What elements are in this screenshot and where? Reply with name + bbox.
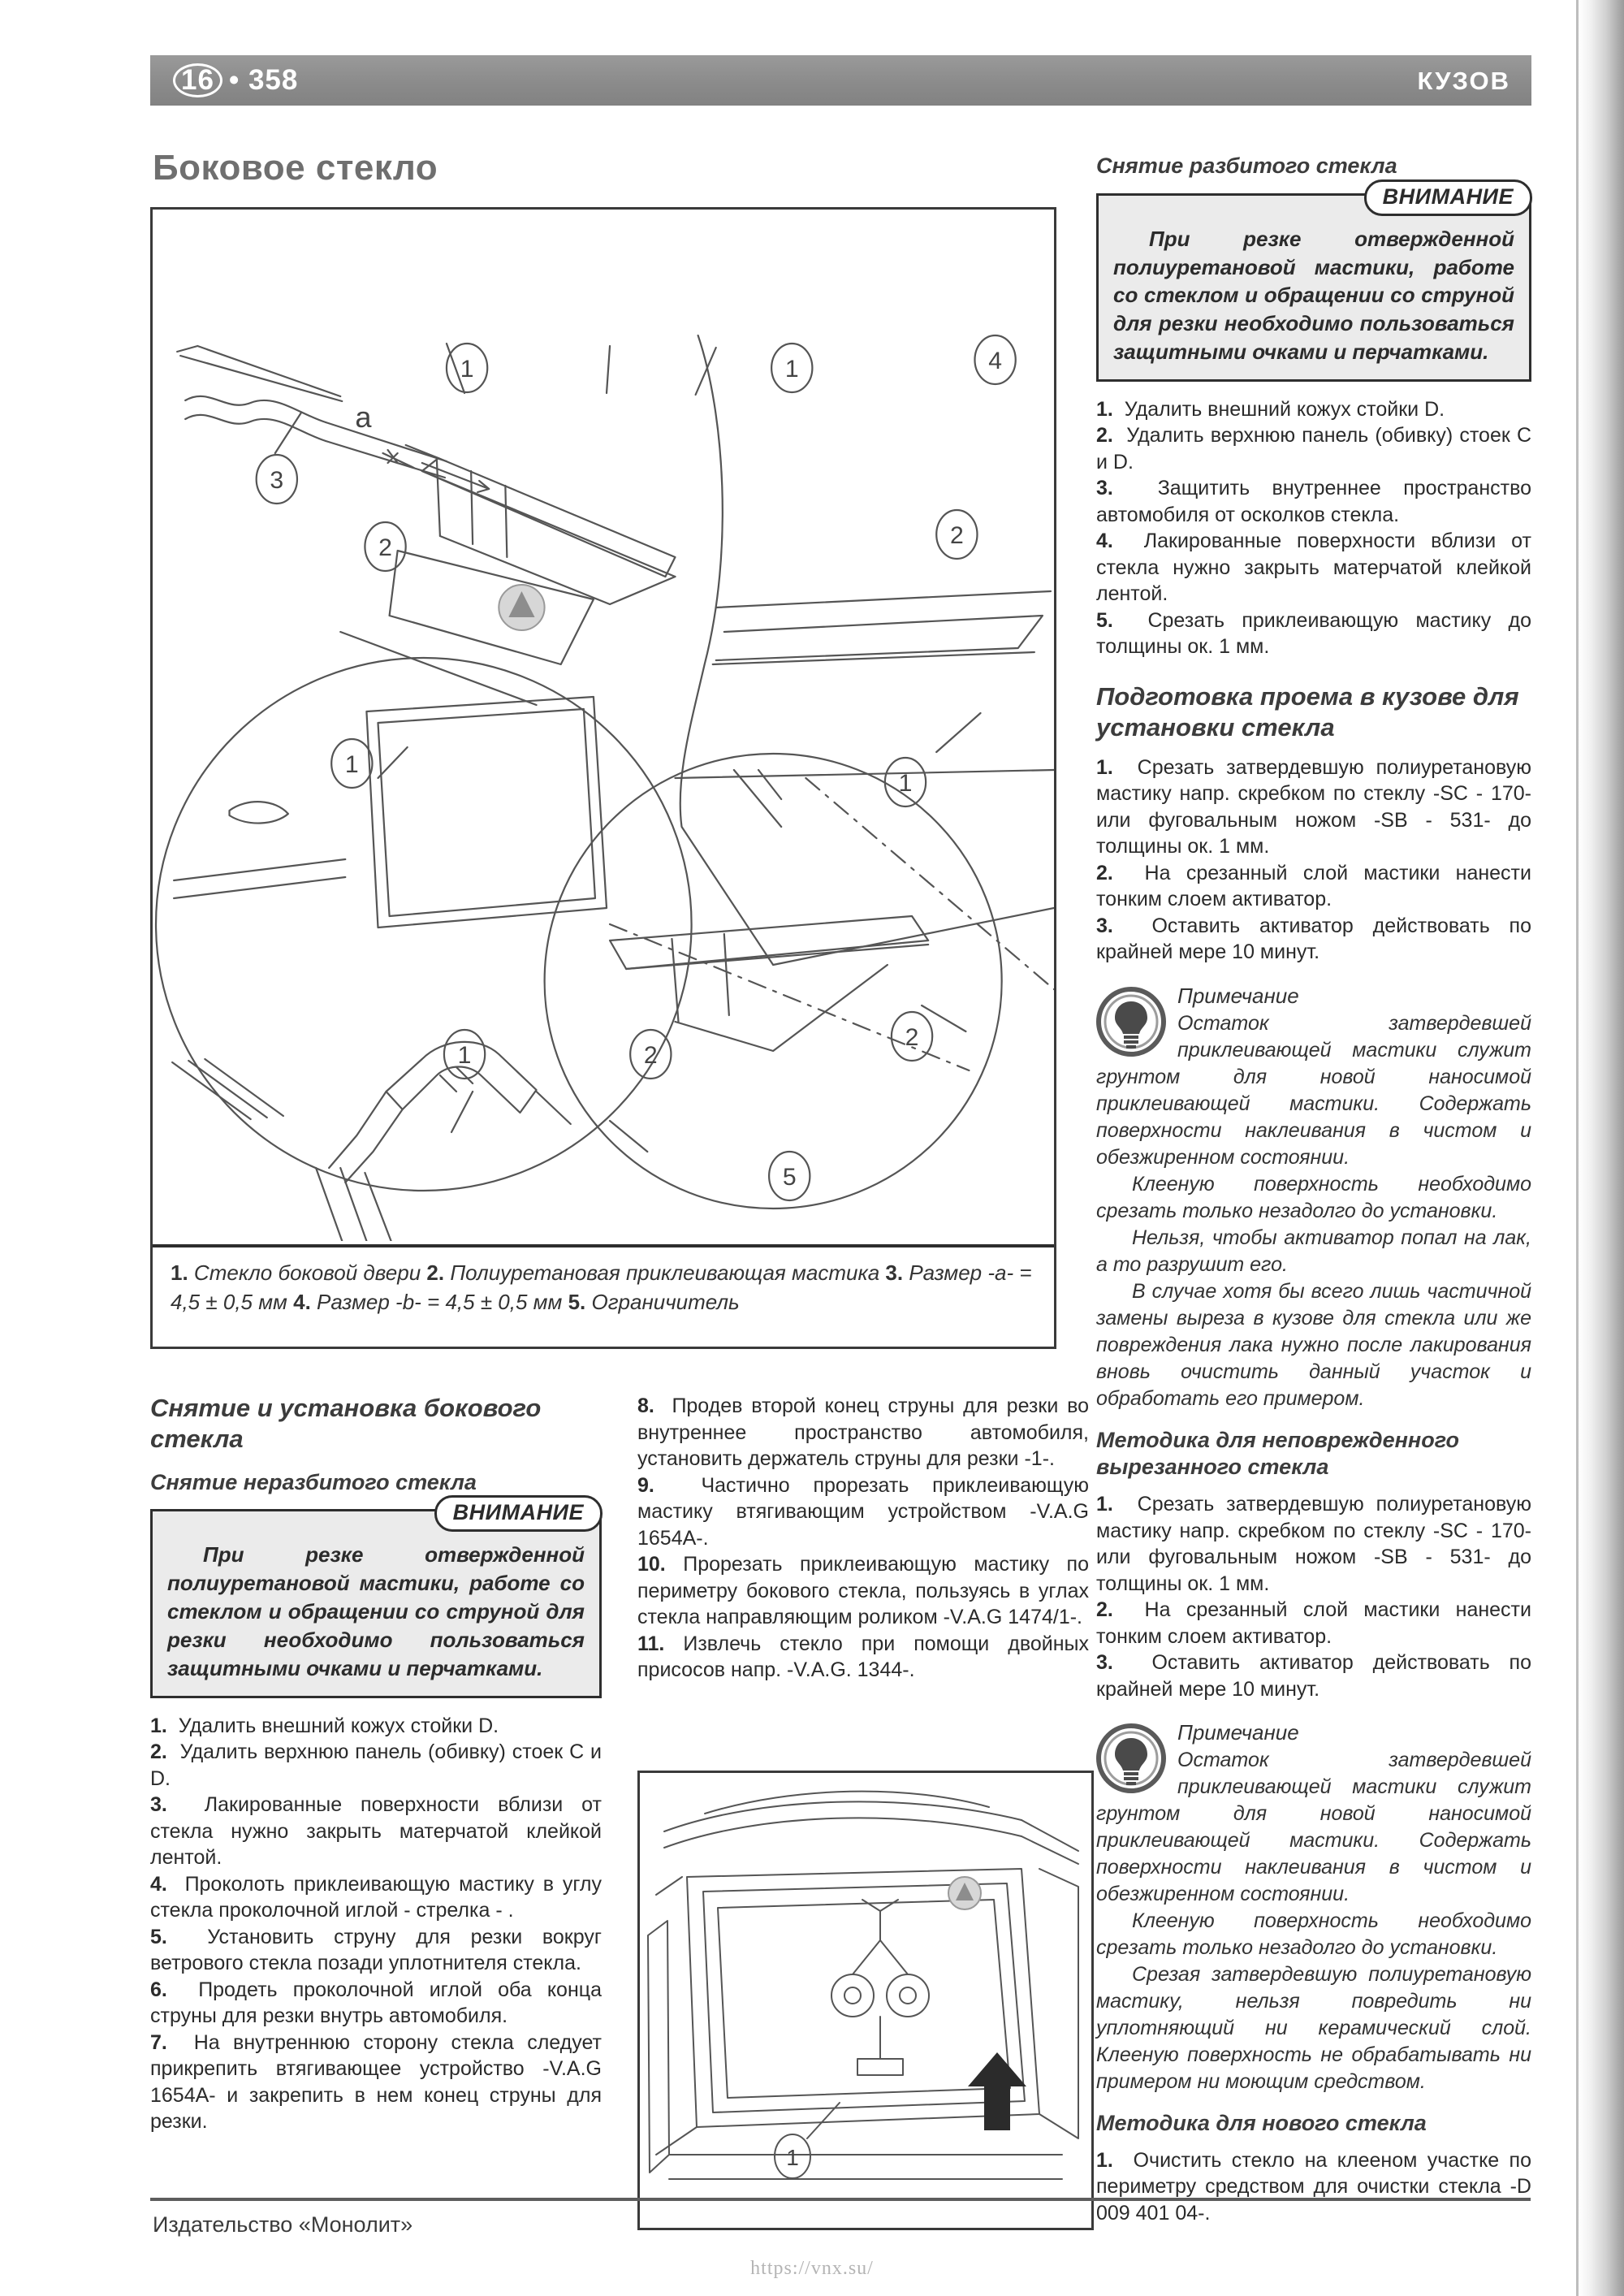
middle-text-column (637, 1393, 1089, 1693)
step-text: На внутреннюю сторону стекла следует прикрепить втягивающее устройство -V.A.G 1654A- и закрепить в нем конец струны для резки. (150, 2030, 602, 2134)
rear-glass-figure (637, 1771, 1094, 2230)
step-number: 8. (637, 1394, 654, 1417)
up-arrow-icon (968, 2052, 1026, 2130)
step-text: Удалить верхнюю панель (обивку) стоек C и D. (1096, 424, 1531, 473)
step-text: Установить струну для резки вокруг ветрового стекла позади уплотнителя стекла. (150, 1925, 602, 1975)
list-item (637, 1551, 1089, 1631)
note-paragraph: Остаток затвердевшей приклеивающей мастики служит грунтом для новой наносимой приклеивающей мастики. Содержать поверхности наклеивания в чистом и обезжиренном состоянии. (1096, 1749, 1531, 1906)
rear-glass-diagram (640, 1773, 1091, 2228)
new-glass-step-list (1096, 2147, 1531, 2227)
subheading-broken-removal: Снятие разбитого стекла (1096, 153, 1397, 178)
step-text: Удалить внешний кожух стойки D. (178, 1714, 499, 1737)
note-paragraph: Нельзя, чтобы активатор попал на лак, а то разрушит его. (1096, 1226, 1531, 1276)
list-item (150, 1739, 602, 1792)
heading-removal-install: Снятие и установка бокового стекла (150, 1394, 542, 1453)
step-number: 1. (1096, 397, 1113, 421)
figure2-callout-1: 1 (786, 2145, 799, 2170)
step-number: 4. (1096, 530, 1113, 553)
footer-publisher: Издательство «Монолит» (153, 2212, 413, 2237)
step-number: 2. (1096, 1598, 1113, 1622)
list-item (150, 1871, 602, 1924)
figure-callout-2c: 2 (643, 1042, 658, 1069)
step-number: 5. (150, 1925, 167, 1948)
step-number: 1. (1096, 755, 1113, 779)
step-text: Прорезать приклеивающую мастику по периметру бокового стекла, пользуясь в углах стекла направляющим роликом -V.A.G 1474/1-. (637, 1553, 1089, 1628)
page-number: 358 (248, 64, 299, 96)
note-block-2 (1096, 1720, 1531, 2095)
note-paragraph: Остаток затвердевшей приклеивающей мастики служит грунтом для новой наносимой приклеивающей мастики. Содержать поверхности наклеивания в чистом и обезжиренном состоянии. (1096, 1011, 1531, 1169)
step-number: 2. (1096, 424, 1113, 448)
list-item (1096, 396, 1531, 423)
list-item (637, 1631, 1089, 1684)
step-text: Удалить верхнюю панель (обивку) стоек C и D. (150, 1740, 602, 1790)
footer-rule (150, 2198, 1531, 2201)
figure-callout-1a: 1 (460, 356, 474, 383)
list-item (1096, 1650, 1531, 1702)
figure-caption (153, 1244, 1054, 1347)
step-text: Очистить стекло на клееном участке по периметру средством для очистки стекла -D 009 401 04-. (1096, 2148, 1531, 2225)
chapter-number: 16 (173, 63, 222, 97)
heading-opening-preparation: Подготовка проема в кузове для установки стекла (1096, 681, 1519, 742)
page-number-label (173, 63, 298, 97)
warning-label-right: ВНИМАНИЕ (1364, 179, 1532, 216)
step-text: На срезанный слой мастики нанести тонким слоем активатор. (1096, 861, 1531, 911)
list-item (1096, 475, 1531, 528)
note-title: Примечание (1177, 983, 1299, 1008)
figure-callout-2b: 2 (949, 522, 964, 549)
main-figure (150, 207, 1056, 1349)
step-text: Защитить внутреннее пространство автомобиля от осколков стекла. (1096, 477, 1531, 526)
step-text: Лакированные поверхности вблизи от стекла нужно закрыть матерчатой клейкой лентой. (1096, 530, 1531, 606)
step-text: Срезать затвердевшую полиуретановую мастику напр. скребком по стеклу -SC - 170- или фуговальным ножом -SB - 531- до толщины ок. 1 мм. (1096, 755, 1531, 858)
header-separator: • (228, 64, 240, 96)
caption-text-2: Полиуретановая приклеивающая мастика (450, 1260, 880, 1285)
step-text: Проколоть приклеивающую мастику в углу стекла проколочной иглой - стрелка - . (150, 1872, 602, 1922)
undamaged-step-list (1096, 1491, 1531, 1702)
monolit-watermark-icon-2 (948, 1877, 981, 1909)
warning-box-right (1096, 184, 1531, 382)
caption-text-3: Размер -a- = 4,5 ± 0,5 мм (171, 1260, 1032, 1314)
warning-text-left: При резке отвержденной полиуретановой мастики, работе со стеклом и обращении со струной для резки необходимо пользоваться защитными очками и перчатками. (167, 1542, 585, 1680)
step-number: 5. (1096, 608, 1113, 632)
monolit-watermark-icon (499, 585, 544, 630)
step-number: 10. (637, 1553, 666, 1576)
step-text: На срезанный слой мастики нанести тонким слоем активатор. (1096, 1598, 1531, 1648)
figure-callout-2a: 2 (378, 534, 392, 561)
lightbulb-icon (1096, 987, 1166, 1057)
caption-text-1: Стекло боковой двери (193, 1260, 421, 1285)
step-text: Удалить внешний кожух стойки D. (1124, 397, 1445, 421)
step-number: 2. (150, 1740, 167, 1764)
list-item (1096, 755, 1531, 860)
warning-label-left: ВНИМАНИЕ (434, 1495, 603, 1532)
scan-edge-shadow (1579, 0, 1624, 2296)
step-text: Лакированные поверхности вблизи от стекла нужно закрыть матерчатой клейкой лентой. (150, 1793, 602, 1870)
left-step-list (150, 1713, 602, 2135)
heading-undamaged-method: Методика для неповрежденного вырезанного стекла (1096, 1427, 1459, 1480)
step-text: Продев второй конец струны для резки во внутреннее пространство автомобиля, установить держатель струны для резки -1-. (637, 1394, 1089, 1470)
caption-text-5: Ограничитель (591, 1289, 740, 1314)
middle-step-list (637, 1393, 1089, 1684)
note-paragraph: Клееную поверхность необходимо срезать только незадолго до установки. (1096, 1172, 1531, 1222)
note-title: Примечание (1177, 1720, 1299, 1745)
right-text-column (1096, 153, 1531, 2236)
step-number: 1. (1096, 1493, 1113, 1516)
caption-num-1: 1. (171, 1260, 188, 1285)
list-item (150, 1924, 602, 1977)
figure-callout-1c: 1 (344, 751, 359, 778)
step-number: 7. (150, 2030, 167, 2054)
step-text: Срезать приклеивающую мастику до толщины ок. 1 мм. (1096, 608, 1531, 659)
heading-new-glass-method: Методика для нового стекла (1096, 2111, 1427, 2136)
note-paragraph: Клееную поверхность необходимо срезать только незадолго до установки. (1096, 1909, 1531, 1960)
list-item (150, 1792, 602, 1871)
step-number: 2. (1096, 861, 1113, 884)
broken-step-list (1096, 396, 1531, 660)
step-number: 9. (637, 1473, 654, 1497)
warning-text-right: При резке отвержденной полиуретановой мастики, работе со стеклом и обращении со струной для резки необходимо пользоваться защитными очками и перчатками. (1113, 226, 1514, 365)
figure-callout-3: 3 (270, 467, 284, 494)
list-item (150, 1713, 602, 1740)
step-text: Оставить активатор действовать по крайней мере 10 минут. (1096, 1651, 1531, 1701)
step-text: Частично прорезать приклеивающую мастику втягивающим устройством -V.A.G 1654A-. (637, 1473, 1089, 1550)
step-text: Срезать затвердевшую полиуретановую мастику напр. скребком по стеклу -SC - 170- или фуговальным ножом -SB - 531- до толщины ок. 1 мм. (1096, 1493, 1531, 1595)
caption-num-4: 4. (293, 1289, 311, 1314)
step-number: 3. (1096, 1651, 1113, 1675)
side-glass-diagram (153, 210, 1054, 1241)
subheading-unbroken-removal: Снятие неразбитого стекла (150, 1469, 477, 1494)
figure-callout-2d: 2 (905, 1024, 919, 1051)
list-item (1096, 860, 1531, 913)
scan-edge-line (1576, 0, 1579, 2296)
list-item (1096, 422, 1531, 475)
step-number: 6. (150, 1978, 167, 2001)
list-item (1096, 2147, 1531, 2227)
footer-watermark: https://vnx.su/ (750, 2258, 874, 2279)
left-text-column (150, 1393, 602, 2145)
prep-step-list (1096, 755, 1531, 966)
caption-num-3: 3. (885, 1260, 904, 1285)
caption-text-4: Размер -b- = 4,5 ± 0,5 мм (317, 1289, 563, 1314)
list-item (1096, 1491, 1531, 1597)
header-section-title: КУЗОВ (1417, 67, 1510, 95)
note-paragraph: Срезая затвердевшую полиуретановую мастику, нельзя повредить ни уплотняющий ни керамический слой. Клееную поверхность не обрабатывать ни примером ни моющим средством. (1096, 1963, 1531, 2094)
lightbulb-icon (1096, 1723, 1166, 1793)
step-number: 3. (1096, 477, 1113, 500)
list-item (1096, 608, 1531, 660)
step-number: 11. (637, 1632, 665, 1655)
caption-num-5: 5. (568, 1289, 586, 1314)
list-item (150, 2030, 602, 2135)
note-paragraph: В случае хотя бы всего лишь частичной замены выреза в кузове для стекла или же повреждения лака нужно после лакирования вновь очистить данный участок и обработать его примером. (1096, 1279, 1531, 1410)
step-text: Продеть проколочной иглой оба конца струны для резки внутрь автомобиля. (150, 1978, 602, 2028)
figure-callout-1e: 1 (457, 1042, 472, 1069)
list-item (637, 1393, 1089, 1472)
list-item (1096, 1597, 1531, 1650)
figure-callout-1b: 1 (784, 356, 799, 383)
step-number: 1. (150, 1714, 167, 1737)
list-item (150, 1977, 602, 2030)
step-text: Извлечь стекло при помощи двойных присосов напр. -V.A.G. 1344-. (637, 1632, 1089, 1681)
list-item (1096, 528, 1531, 608)
note-block-1 (1096, 984, 1531, 1412)
page-title: Боковое стекло (153, 148, 438, 188)
caption-num-2: 2. (426, 1260, 445, 1285)
step-number: 3. (150, 1793, 167, 1817)
warning-box-left (150, 1500, 602, 1697)
figure-dimension-a: a (355, 400, 372, 434)
figure-callout-4: 4 (988, 348, 1002, 374)
step-number: 1. (1096, 2148, 1113, 2172)
step-number: 3. (1096, 914, 1113, 937)
list-item (637, 1472, 1089, 1552)
step-number: 4. (150, 1872, 167, 1896)
figure-callout-5: 5 (782, 1164, 797, 1191)
list-item (1096, 913, 1531, 966)
step-text: Оставить активатор действовать по крайней мере 10 минут. (1096, 914, 1531, 964)
figure-callout-1d: 1 (898, 770, 913, 797)
page-header-bar (150, 55, 1531, 106)
